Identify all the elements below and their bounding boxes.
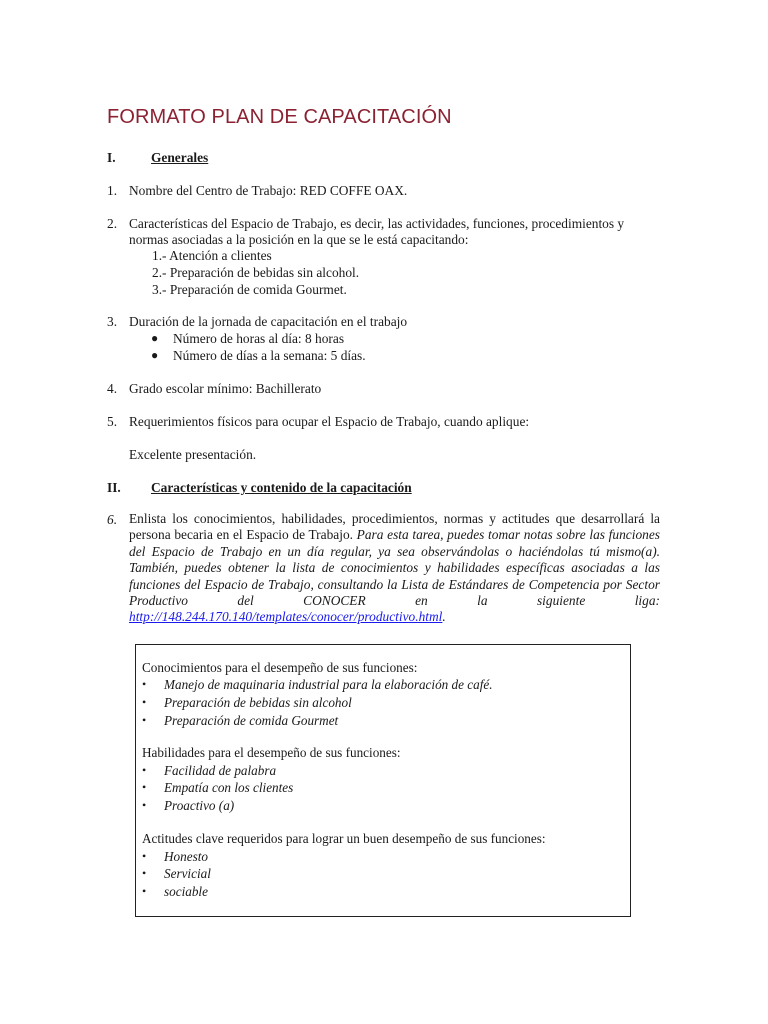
actitudes-item: Servicial [164, 866, 211, 881]
habilidades-heading: Habilidades para el desempeño de sus funciones: [142, 745, 401, 760]
bullet-icon: • [142, 798, 147, 812]
item-6-period: . [442, 609, 446, 625]
bullet-icon: • [142, 884, 147, 898]
habilidades-item: Proactivo (a) [164, 798, 235, 813]
bullet-icon: • [142, 866, 147, 880]
conocimientos-item: Manejo de maquinaria industrial para la elaboración de café. [164, 677, 493, 692]
habilidades-item: Empatía con los clientes [164, 780, 294, 795]
bullet-icon: • [142, 780, 147, 794]
item-2-line-2: normas asociadas a la posición en la que se le está capacitando: [129, 232, 469, 247]
bullet-icon: ● [151, 331, 159, 345]
section-2-heading: Características y contenido de la capacitación [151, 480, 412, 495]
item-4-number: 4. [107, 381, 118, 396]
item-6-number: 6. [107, 512, 118, 527]
item-3-bullet: Número de horas al día: 8 horas [173, 331, 345, 346]
item-3-number: 3. [107, 314, 118, 329]
conocimientos-item: Preparación de bebidas sin alcohol [164, 695, 352, 710]
conocer-link[interactable]: http://148.244.170.140/templates/conocer/productivo.html [129, 609, 443, 625]
bullet-icon: • [142, 849, 147, 863]
bullet-icon: • [142, 695, 147, 709]
habilidades-item: Facilidad de palabra [164, 763, 277, 778]
page-title: FORMATO PLAN DE CAPACITACIÓN [107, 106, 452, 128]
conocimientos-item: Preparación de comida Gourmet [164, 713, 339, 728]
item-2-subitem: 1.- Atención a clientes [152, 248, 272, 263]
item-5-text: Requerimientos físicos para ocupar el Espacio de Trabajo, cuando aplique: [129, 414, 530, 429]
item-5-number: 5. [107, 414, 118, 429]
item-3-text: Duración de la jornada de capacitación en el trabajo [129, 314, 408, 329]
section-1-heading: Generales [151, 150, 209, 165]
item-2-number: 2. [107, 216, 118, 231]
item-5-answer: Excelente presentación. [129, 447, 257, 462]
bullet-icon: • [142, 713, 147, 727]
training-content-box [135, 644, 631, 917]
item-2-subitem: 2.- Preparación de bebidas sin alcohol. [152, 265, 360, 280]
item-2-subitem: 3.- Preparación de comida Gourmet. [152, 282, 347, 297]
item-1-text: Nombre del Centro de Trabajo: RED COFFE OAX. [129, 183, 408, 198]
item-4-text: Grado escolar mínimo: Bachillerato [129, 381, 322, 396]
item-3-bullet: Número de días a la semana: 5 días. [173, 348, 366, 363]
item-6-italic-text: Para esta tarea, puedes tomar notas sobre las funciones del Espacio de Trabajo en un día regular, ya sea observándolas o haciéndolas tú mismo(a). También, puedes obtener la lista de conocimientos y habilidades específicas asociadas a las funciones del Espacio de Trabajo, consultando la Lista de Estándares de Competencia por Sector Productivo del CONOCER en la siguiente liga: [129, 527, 660, 609]
item-2-line-1: Características del Espacio de Trabajo, es decir, las actividades, funciones, procedimientos y [129, 216, 625, 231]
actitudes-heading: Actitudes clave requeridos para lograr un buen desempeño de sus funciones: [142, 831, 546, 846]
section-1-numeral: I. [107, 150, 116, 165]
item-1-number: 1. [107, 183, 118, 198]
bullet-icon: • [142, 677, 147, 691]
bullet-icon: ● [151, 348, 159, 362]
bullet-icon: • [142, 763, 147, 777]
item-6-paragraph [129, 511, 660, 626]
actitudes-item: Honesto [164, 849, 208, 864]
conocimientos-heading: Conocimientos para el desempeño de sus funciones: [142, 660, 418, 675]
item-6-plain-text: Enlista los conocimientos, habilidades, procedimientos, normas y actitudes que desarrollará la persona becaria en el Espacio de Trabajo. [129, 511, 660, 543]
section-2-numeral: II. [107, 480, 121, 495]
actitudes-item: sociable [164, 884, 208, 899]
